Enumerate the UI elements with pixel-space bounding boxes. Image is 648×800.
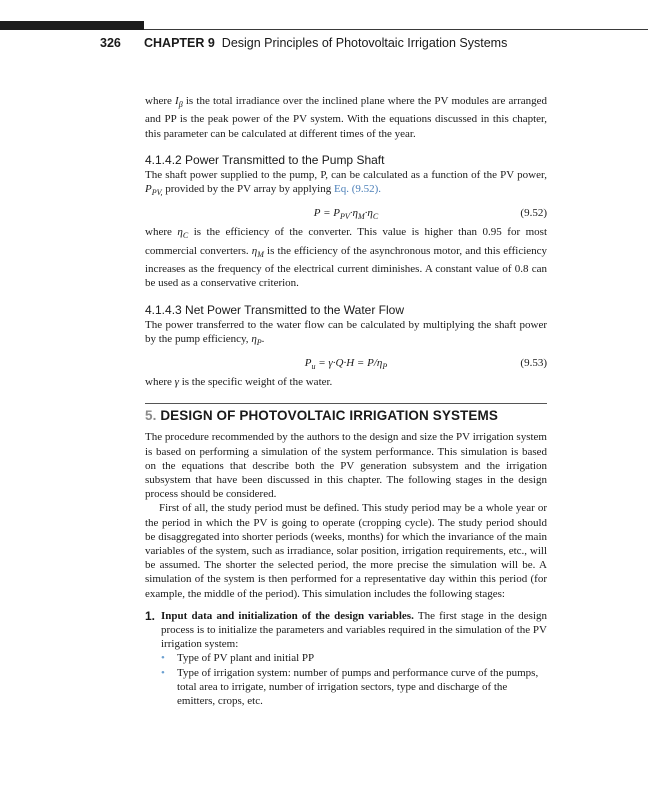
equation-number: (9.53): [520, 357, 547, 370]
list-item: • Type of PV plant and initial PP: [161, 652, 315, 665]
chapter-title: Design Principles of Photovoltaic Irrigation Systems: [221, 36, 508, 50]
subsection-heading-4-1-4-3: 4.1.4.3 Net Power Transmitted to the Water Flow: [145, 302, 404, 317]
page-body: [145, 94, 547, 708]
bullet-icon: •: [161, 666, 165, 679]
numbered-item-1: [145, 609, 547, 652]
equation-9-53: $P_u = \gamma\cdot Q\cdot H = P/\eta_P$ (9.53): [304, 357, 547, 372]
water-flow-paragraph: The power transferred to the water flow can be calculated by multiplying the shaft power by the pump efficiency, $\eta_P$.: [145, 318, 547, 347]
equation-number: (9.52): [520, 207, 547, 220]
chapter-heading: [144, 36, 507, 50]
section-paragraph-1: The procedure recommended by the authors to the design and size the PV irrigation system is based on performing a simulation of the system performance. This simulation is based on the equations that describe both the PV generation subsystem and the irrigation subsystem that have been discussed in this chapter. The following stages in the design process should be considered.: [145, 431, 547, 501]
page-number: 326: [100, 36, 121, 50]
section-divider: [145, 403, 547, 404]
header-rule: [144, 29, 648, 30]
bullet-list: [145, 651, 547, 708]
shaft-power-paragraph: The shaft power supplied to the pump, P, can be calculated as a function of the PV power, $P_{PV,}$ provided by the PV array by applying Eq. (9.52).: [145, 168, 547, 198]
header-bar: [0, 21, 144, 30]
list-item: • Type of irrigation system: number of pumps and performance curve of the pumps, total area to irrigate, number of irrigation sectors, type and discharge of the emitters, crops, etc.: [161, 666, 539, 708]
running-header: [100, 36, 608, 54]
subsection-heading-4-1-4-2: 4.1.4.2 Power Transmitted to the Pump Shaft: [145, 152, 385, 167]
chapter-label: CHAPTER 9: [144, 36, 215, 50]
item-text: The first stage in the design process is to initialize the parameters and variables required in the simulation of the PV irrigation system:: [161, 609, 547, 651]
item-number: 1.: [145, 608, 156, 623]
item-heading: Input data and initialization of the design variables.: [161, 609, 414, 622]
efficiency-paragraph: where $\eta_C$ is the efficiency of the converter. This value is higher than 0.95 for most commercial converters. $\eta_M$ is the efficiency of the asynchronous motor, and this efficiency increases as the frequency of the electrical current diminishes. A constant value of 0.8 can be used as a conservative criterion.: [145, 226, 548, 290]
intro-paragraph: where $I_\beta$ is the total irradiance over the inclined plane where the PV modules are arranged and PP is the peak power of the PV system. With the equations discussed in this chapter, this parameter can be calculated at different times of the year.: [145, 95, 547, 140]
section-title: DESIGN OF PHOTOVOLTAIC IRRIGATION SYSTEMS: [160, 408, 498, 424]
equation-link[interactable]: Eq. (9.52).: [333, 183, 382, 195]
equation-9-52: $P = P_{PV}\cdot\eta_M\cdot\eta_C$ (9.52): [313, 207, 547, 222]
section-number: 5.: [145, 408, 157, 424]
bullet-icon: •: [161, 652, 165, 665]
specific-weight-paragraph: where γ is the specific weight of the water.: [145, 376, 333, 389]
section-heading-5: [145, 407, 547, 425]
section-paragraph-2: First of all, the study period must be defined. This study period may be a whole year or the period in which the PV is going to operate (cropping cycle). The study period should be disaggregated into shorter periods (weeks, months) for which the invariance of the main variables of the system, such as irradiance, solar position, irrigation requirements, etc., will be assumed. The shorter the selected period, the more precise the simulation will be. A simulation of the system is then performed for a representative day within this period (for example, the middle of the period). This simulation includes the following stages:: [145, 502, 547, 600]
